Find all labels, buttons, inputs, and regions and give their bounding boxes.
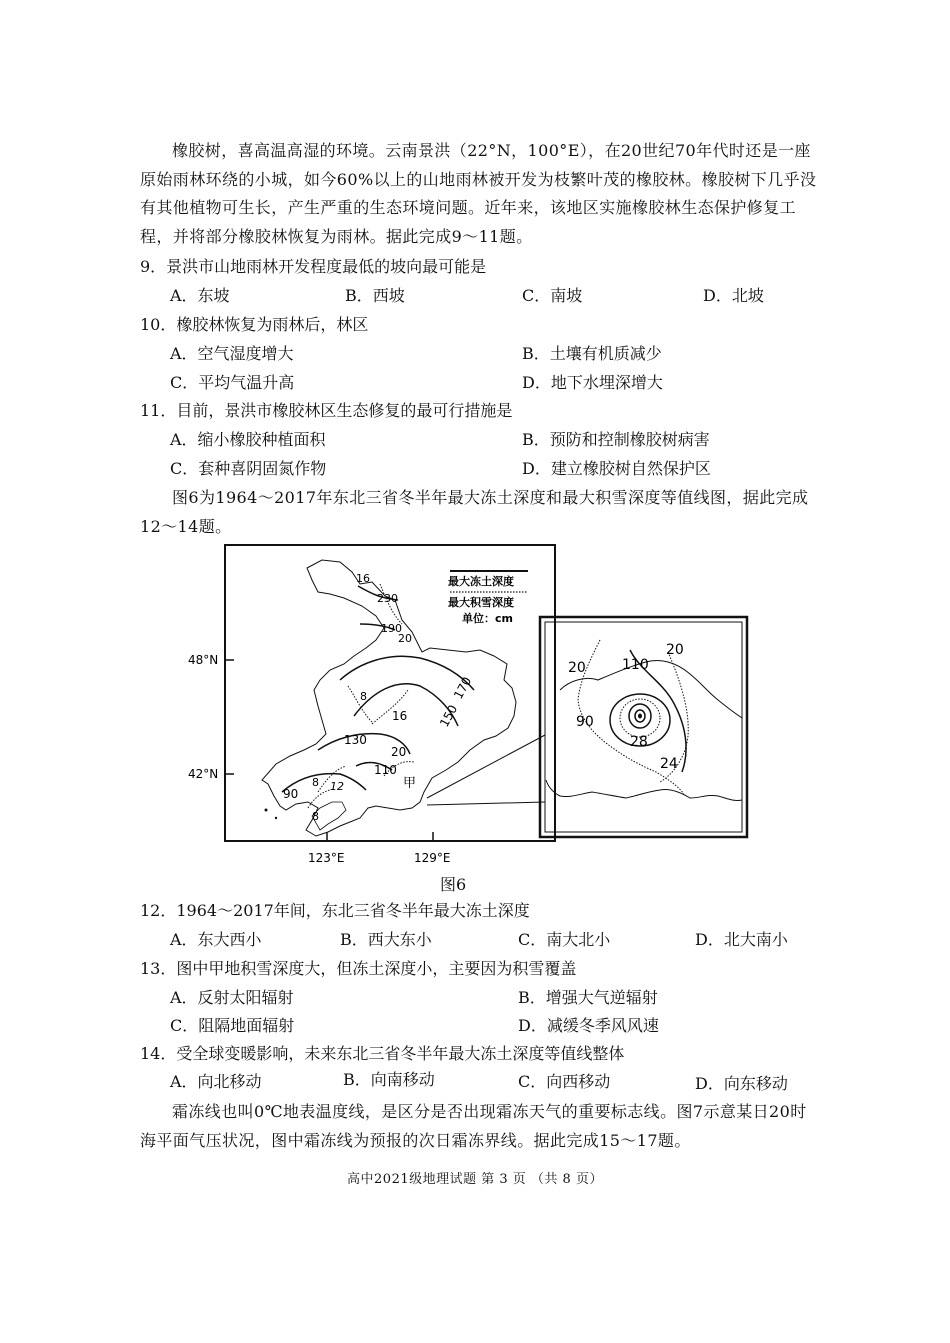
q9-option-d[interactable]: D．北坡 (703, 286, 764, 305)
q11-option-d[interactable]: D．建立橡胶树自然保护区 (522, 459, 711, 478)
figure-6-map (0, 540, 950, 870)
q10-option-d[interactable]: D．地下水埋深增大 (522, 373, 663, 392)
inset-label: 110 (622, 657, 649, 673)
legend-frozen-depth: 最大冻土深度 (448, 575, 514, 588)
map-label: 8 (360, 690, 367, 703)
q10-option-b[interactable]: B．土壤有机质减少 (522, 344, 662, 363)
question-11-stem: 11．目前，景洪市橡胶林区生态修复的最可行措施是 (140, 401, 513, 420)
map-label: 8 (312, 776, 319, 789)
q10-option-a[interactable]: A．空气湿度增大 (170, 344, 294, 363)
q14-option-a[interactable]: A．向北移动 (170, 1072, 262, 1091)
q14-option-d[interactable]: D．向东移动 (695, 1074, 788, 1093)
q12-option-c[interactable]: C．南大北小 (518, 930, 611, 949)
q12-option-b[interactable]: B．西大东小 (340, 930, 432, 949)
passage-rubber-tree: 橡胶树，喜高温高湿的环境。云南景洪（22°N，100°E），在20世纪70年代时还是一座原始雨林环绕的小城，如今60%以上的山地雨林被开发为枝繁叶茂的橡胶林。橡胶树下几乎没有其他植物可生长，产生严重的生态环境问题。近年来，该地区实施橡胶林生态保护修复工程，并将部分橡胶林恢复为雨林。据此完成9～11题。 (140, 141, 817, 246)
lon-123-label: 123°E (308, 851, 345, 865)
q11-option-c[interactable]: C．套种喜阴固氮作物 (170, 459, 327, 478)
map-label: 170 (451, 674, 475, 702)
legend-unit: 单位：cm (462, 612, 513, 625)
map-label: 190 (381, 622, 402, 635)
question-13-stem: 13．图中甲地积雪深度大，但冻土深度小，主要因为积雪覆盖 (140, 959, 577, 978)
map-label: 8 (312, 810, 319, 823)
inset-label: 90 (576, 714, 594, 730)
map-label: 150 (437, 702, 461, 730)
q9-option-a[interactable]: A．东坡 (170, 286, 230, 305)
lat-42-label: 42°N (188, 767, 219, 781)
inset-label: 20 (666, 642, 684, 658)
question-14-stem: 14．受全球变暖影响，未来东北三省冬半年最大冻土深度等值线整体 (140, 1044, 625, 1063)
map-label: 110 (374, 763, 397, 777)
q12-option-a[interactable]: A．东大西小 (170, 930, 262, 949)
q14-option-c[interactable]: C．向西移动 (518, 1072, 611, 1091)
question-12-stem: 12．1964～2017年间，东北三省冬半年最大冻土深度 (140, 901, 530, 920)
place-jia: 甲 (403, 776, 417, 791)
q9-option-c[interactable]: C．南坡 (522, 286, 583, 305)
q13-option-a[interactable]: A．反射太阳辐射 (170, 988, 294, 1007)
q10-option-c[interactable]: C．平均气温升高 (170, 373, 295, 392)
lat-48-label: 48°N (188, 653, 219, 667)
map-label: 90 (283, 787, 299, 801)
figure-6-caption: 图6 (440, 875, 467, 894)
question-9-stem: 9．景洪市山地雨林开发程度最低的坡向最可能是 (140, 257, 487, 276)
question-10-stem: 10．橡胶林恢复为雨林后，林区 (140, 315, 369, 334)
inset-label: 20 (568, 660, 586, 676)
legend-snow-depth: 最大积雪深度 (448, 596, 514, 609)
q13-option-b[interactable]: B．增强大气逆辐射 (518, 988, 658, 1007)
passage-frost-line: 霜冻线也叫0℃地表温度线，是区分是否出现霜冻天气的重要标志线。图7示意某日20时海平面气压状况，图中霜冻线为预报的次日霜冻界线。据此完成15～17题。 (140, 1102, 807, 1150)
q11-option-b[interactable]: B．预防和控制橡胶树病害 (522, 430, 710, 449)
q14-option-b[interactable]: B．向南移动 (343, 1070, 435, 1089)
q13-option-d[interactable]: D．减缓冬季风风速 (518, 1016, 659, 1035)
inset-label: 28 (630, 734, 648, 750)
q9-option-b[interactable]: B．西坡 (345, 286, 405, 305)
map-label: 16 (356, 572, 370, 585)
page-footer: 高中2021级地理试题 第 3 页 （共 8 页） (347, 1172, 603, 1187)
q12-option-d[interactable]: D．北大南小 (695, 930, 788, 949)
map-label: 230 (377, 592, 398, 605)
map-label: 16 (392, 709, 408, 723)
map-label: 20 (398, 632, 412, 645)
map-label: 130 (344, 733, 367, 747)
q11-option-a[interactable]: A．缩小橡胶种植面积 (170, 430, 326, 449)
map-label: 12 (330, 780, 344, 793)
lon-129-label: 129°E (414, 851, 451, 865)
passage-figure6-intro: 图6为1964～2017年东北三省冬半年最大冻土深度和最大积雪深度等值线图，据此完成12～14题。 (140, 488, 809, 536)
map-label: 20 (391, 745, 407, 759)
inset-border (546, 661, 742, 801)
q13-option-c[interactable]: C．阻隔地面辐射 (170, 1016, 295, 1035)
inset-label: 24 (660, 756, 678, 772)
